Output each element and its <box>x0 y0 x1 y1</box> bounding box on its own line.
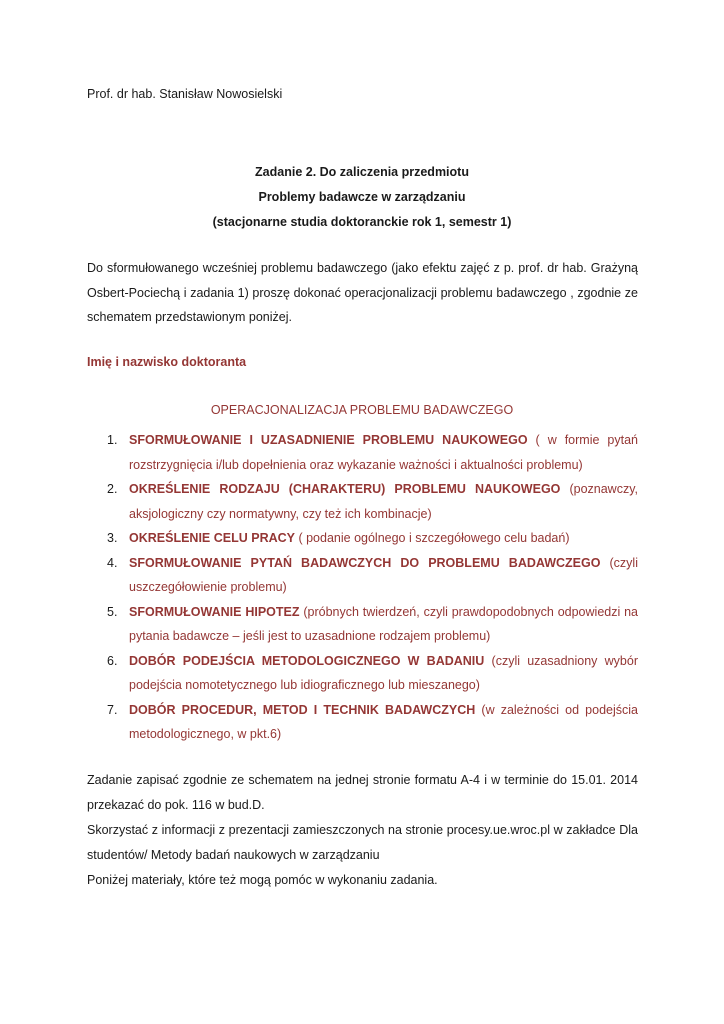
study-info: (stacjonarne studia doktoranckie rok 1, semestr 1) <box>212 215 512 229</box>
step-title: OKREŚLENIE CELU PRACY <box>129 531 295 545</box>
step-number: 2. <box>107 482 118 496</box>
step-title: OKREŚLENIE RODZAJU (CHARAKTERU) PROBLEMU NAUKOWEGO <box>129 482 561 496</box>
step-title: SFORMUŁOWANIE HIPOTEZ <box>129 604 300 619</box>
assignment-title: Zadanie 2. Do zaliczenia przedmiotu <box>255 165 469 179</box>
list-item <box>87 526 638 551</box>
operationalization-steps <box>87 428 638 747</box>
course-title: Problemy badawcze w zarządzaniu <box>258 190 466 204</box>
list-item <box>87 551 638 600</box>
list-item <box>87 698 638 747</box>
section-heading: OPERACJONALIZACJA PROBLEMU BADAWCZEGO <box>210 403 514 417</box>
step-number: 4. <box>107 555 118 570</box>
step-description: (w zależności od podejścia metodologicznego, w pkt.6) <box>129 702 638 741</box>
step-number: 5. <box>107 604 118 619</box>
author-line: Prof. dr hab. Stanisław Nowosielski <box>87 87 283 101</box>
step-number: 3. <box>107 531 118 545</box>
step-description: (poznawczy, aksjologiczny czy normatywny, czy też ich kombinacje) <box>129 482 638 521</box>
step-description: (czyli uzasadniony wybór podejścia nomotetycznego lub idiograficznego lub mieszanego) <box>129 653 638 692</box>
step-description: (próbnych twierdzeń, czyli prawdopodobnych odpowiedzi na pytania badawcze – jeśli jest to uzasadnione rodzajem problemu) <box>129 604 638 643</box>
list-item <box>87 649 638 698</box>
step-title: SFORMUŁOWANIE I UZASADNIENIE PROBLEMU NAUKOWEGO <box>129 433 528 447</box>
student-name-label: Imię i nazwisko doktoranta <box>87 355 247 369</box>
footer-instructions <box>87 768 638 893</box>
step-number: 6. <box>107 653 118 668</box>
step-description: ( podanie ogólnego i szczegółowego celu badań) <box>295 531 570 545</box>
step-title: DOBÓR PODEJŚCIA METODOLOGICZNEGO W BADANIU <box>129 653 485 668</box>
step-number: 1. <box>107 433 118 447</box>
list-item <box>87 600 638 649</box>
resources-instruction: Skorzystać z informacji z prezentacji zamieszczonych na stronie procesy.ue.wroc.pl w zakładce Dla studentów/ Metody badań naukowych w zarządzaniu <box>87 823 638 862</box>
submission-instruction: Zadanie zapisać zgodnie ze schematem na jednej stronie formatu A-4 i w terminie do 15.01. 2014 przekazać do pok. 116 w bud.D. <box>87 773 638 812</box>
step-number: 7. <box>107 702 118 717</box>
intro-paragraph: Do sformułowanego wcześniej problemu badawczego (jako efektu zajęć z p. prof. dr hab. Grażyną Osbert-Pociechą i zadania 1) proszę dokonać operacjonalizacji problemu badawczego , zgodnie ze schematem przedstawionym poniżej. <box>87 261 638 324</box>
step-description: ( w formie pytań rozstrzygnięcia i/lub dopełnienia oraz wykazanie ważności i aktualności problemu) <box>129 433 638 472</box>
step-title: DOBÓR PROCEDUR, METOD I TECHNIK BADAWCZYCH <box>129 702 476 717</box>
list-item <box>87 428 638 477</box>
step-description: (czyli uszczegółowienie problemu) <box>129 555 638 594</box>
step-title: SFORMUŁOWANIE PYTAŃ BADAWCZYCH DO PROBLEMU BADAWCZEGO <box>129 555 601 570</box>
materials-note: Poniżej materiały, które też mogą pomóc w wykonaniu zadania. <box>87 873 438 887</box>
assignment-title-block <box>0 160 724 235</box>
list-item <box>87 477 638 526</box>
